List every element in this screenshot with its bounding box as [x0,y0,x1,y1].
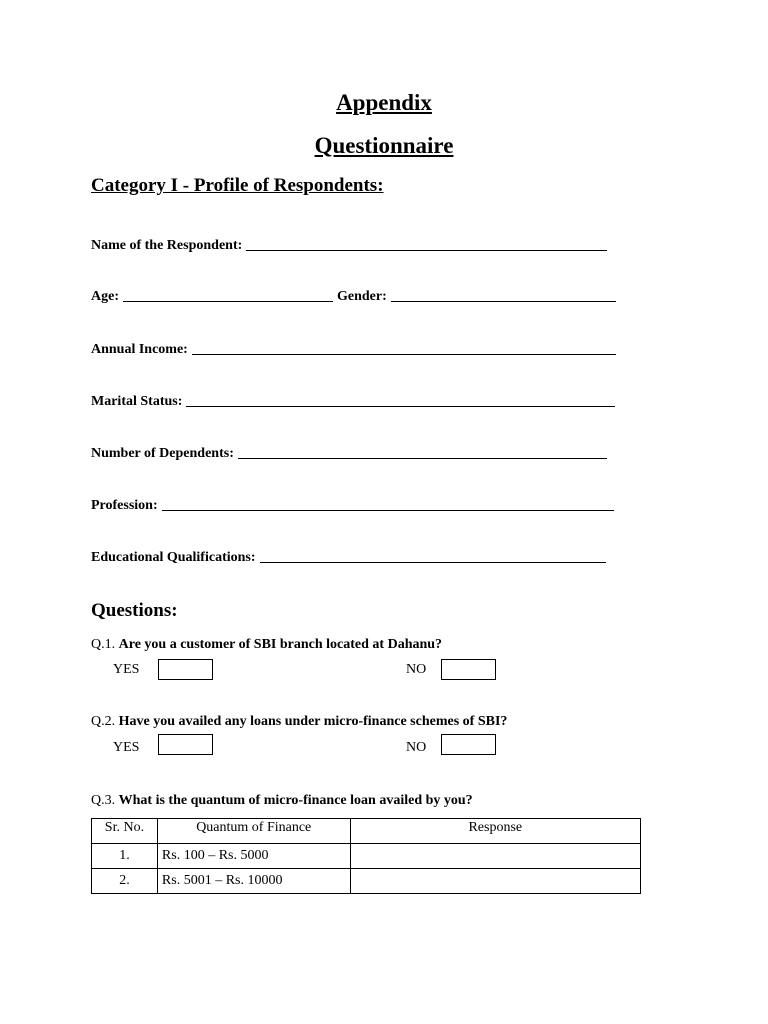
profession-input-line[interactable] [162,509,614,511]
gender-label: Gender: [337,289,387,304]
marital-status-input-line[interactable] [186,405,615,407]
table-header-srno: Sr. No. [92,819,158,844]
q2-no-label: NO [406,740,427,755]
question-3-text: What is the quantum of micro-finance loan availed by you? [118,793,473,808]
marital-status-field [91,394,615,410]
question-1-number: Q.1. [91,637,116,652]
table-cell-srno: 1. [92,844,158,869]
education-input-line[interactable] [260,561,606,563]
question-1 [91,637,442,653]
annual-income-input-line[interactable] [192,353,616,355]
gender-input-line[interactable] [391,300,616,302]
question-1-text: Are you a customer of SBI branch located at Dahanu? [118,637,443,652]
education-field [91,550,606,566]
table-header-row [92,819,641,844]
question-2-number: Q.2. [91,714,116,729]
q1-yes-label: YES [113,662,140,677]
q2-no-checkbox[interactable] [441,734,496,755]
questions-heading: Questions: [91,600,178,621]
dependents-input-line[interactable] [238,457,607,459]
table-row [92,869,641,894]
education-label: Educational Qualifications: [91,550,256,565]
table-cell-quantum: Rs. 100 – Rs. 5000 [157,844,350,869]
table-cell-response[interactable] [350,844,640,869]
question-3-number: Q.3. [91,793,116,808]
questionnaire-title: Questionnaire [314,133,454,158]
quantum-table [91,818,641,894]
profession-label: Profession: [91,498,158,513]
table-row [92,844,641,869]
dependents-label: Number of Dependents: [91,446,234,461]
appendix-title: Appendix [336,90,432,115]
name-label: Name of the Respondent: [91,238,243,253]
name-field [91,238,607,254]
marital-status-label: Marital Status: [91,394,183,409]
annual-income-label: Annual Income: [91,342,188,357]
age-gender-row [91,289,616,305]
table-cell-srno: 2. [92,869,158,894]
dependents-field [91,446,607,462]
profession-field [91,498,614,514]
name-input-line[interactable] [246,249,607,251]
annual-income-field [91,342,616,358]
q2-yes-checkbox[interactable] [158,734,213,755]
question-3 [91,793,473,809]
age-label: Age: [91,289,119,304]
q1-no-label: NO [406,662,427,677]
question-2-text: Have you availed any loans under micro-finance schemes of SBI? [118,714,508,729]
category-heading: Category I - Profile of Respondents: [91,175,384,196]
question-2 [91,714,507,730]
age-input-line[interactable] [123,300,333,302]
table-header-response: Response [350,819,640,844]
q1-yes-checkbox[interactable] [158,659,213,680]
q2-yes-label: YES [113,740,140,755]
table-cell-response[interactable] [350,869,640,894]
table-header-quantum: Quantum of Finance [157,819,350,844]
table-cell-quantum: Rs. 5001 – Rs. 10000 [157,869,350,894]
q1-no-checkbox[interactable] [441,659,496,680]
